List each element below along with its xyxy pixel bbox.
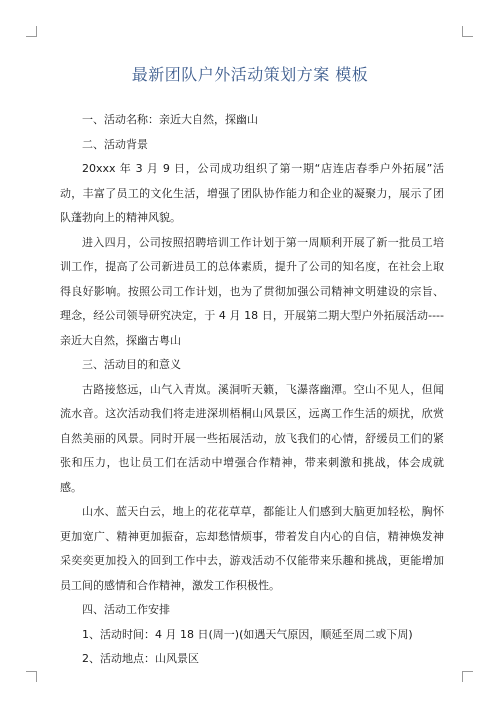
crop-mark-bottom-right bbox=[462, 671, 473, 682]
paragraph: 古路接悠远，山气入青岚。溪洞听天籁，飞瀑落幽潭。空山不见人，但闻流水音。这次活动我们将走进深圳梧桐山风景区，远离工作生活的烦扰，欣赏自然美丽的风景。同时开展一些拓展活动，放飞我们的心情，舒缓员工们的紧张和压力，也让员工们在活动中增强合作精神，带来刺激和挑战，体会成就感。 bbox=[60, 382, 444, 494]
paragraph: 山水、蓝天白云，地上的花花草草，都能让人们感到大脑更加轻松，胸怀更加宽广、精神更加振奋，忘却愁情烦事，带着发自内心的自信，精神焕发神采奕奕更加投入的回到工作中去，游戏活动不仅能带来乐趣和挑战，更能增加员工间的感情和合作精神，激发工作积极性。 bbox=[60, 505, 444, 592]
crop-mark-bottom-left bbox=[26, 671, 37, 682]
item-activity-location: 2、活动地点：山风景区 bbox=[82, 652, 199, 665]
crop-mark-top-left bbox=[26, 26, 37, 37]
document-body bbox=[60, 108, 444, 672]
crop-mark-top-right bbox=[462, 26, 473, 37]
heading-background: 二、活动背景 bbox=[82, 137, 148, 151]
heading-activity-name: 一、活动名称：亲近大自然，探幽山 bbox=[82, 113, 258, 126]
paragraph: 进入四月，公司按照招聘培训工作计划于第一周顺利开展了新一批员工培训工作，提高了公司新进员工的总体素质，提升了公司的知名度，在社会上取得良好影响。按照公司工作计划，也为了贯彻加强公司精神文明建设的宗旨、理念，经公司领导研究决定，于 4 月 18 日，开展第二期大型户外拓展活动----亲近大自然，探幽古粤山 bbox=[60, 235, 444, 347]
document-title: 最新团队户外活动策划方案 模板 bbox=[131, 65, 369, 84]
item-activity-time: 1、活动时间：4 月 18 日(周一)(如遇天气原因，顺延至周二或下周) bbox=[82, 627, 413, 641]
paragraph: 20xxx 年 3 月 9 日，公司成功组织了第一期“店连店春季户外拓展”活动，丰富了员工的文化生活，增强了团队协作能力和企业的凝聚力，展示了团队蓬勃向上的精神风貌。 bbox=[60, 162, 444, 224]
heading-purpose: 三、活动目的和意义 bbox=[82, 358, 181, 371]
heading-arrangement: 四、活动工作安排 bbox=[82, 603, 170, 616]
